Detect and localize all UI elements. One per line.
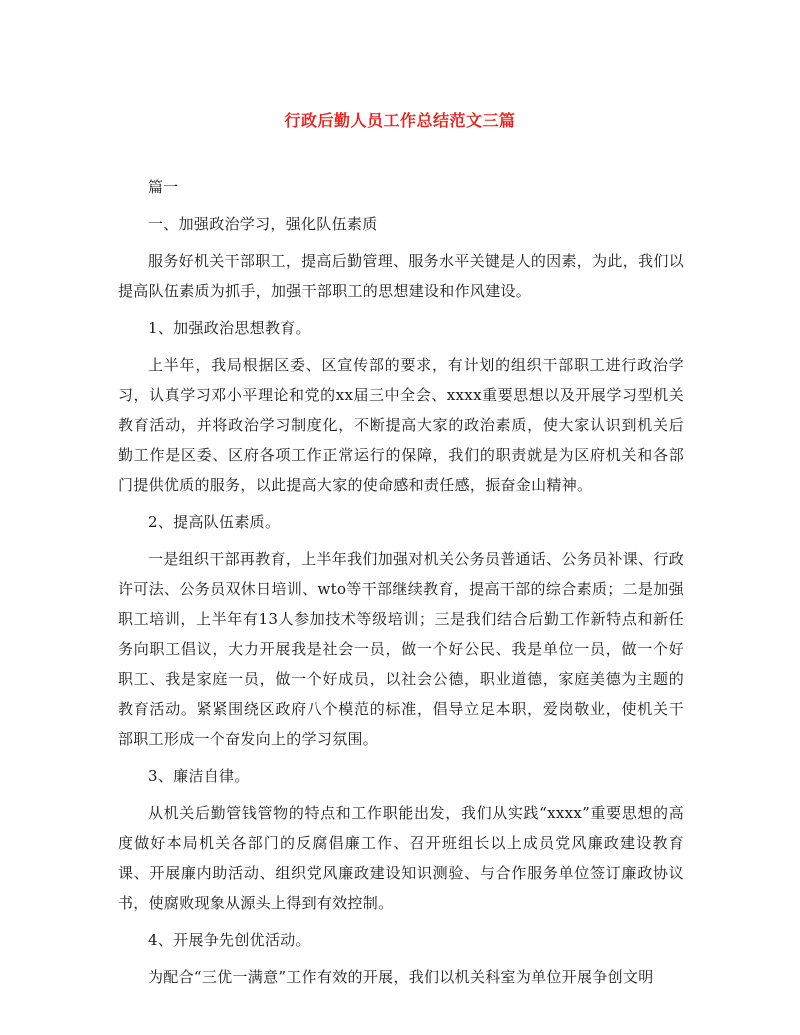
paragraph-text: 上半年，我局根据区委、区宣传部的要求，有计划的组织干部职工进行政治学习，认真学习邓小平理论和党的xx届三中全会、xxxx重要思想以及开展学习型机关教育活动，并将政治学习制度化，不断提高大家的政治素质，使大家认识到机关后勤工作是区委、区府各项工作正常运行的保障，我们的职责就是为区府机关和各部门提供优质的服务，以此提高大家的使命感和责任感，振奋金山精神。 [118,356,684,494]
document-title: 行政后勤人员工作总结范文三篇 [284,111,516,130]
paragraph-text: 一是组织干部再教育，上半年我们加强对机关公务员普通话、公务员补课、行政许可法、公务员双休日培训、wto等干部继续教育，提高干部的综合素质；二是加强职工培训，上半年有13人参加技术等级培训；三是我们结合后勤工作新特点和新任务向职工倡议，大力开展我是社会一员，做一个好公民、我是单位一员，做一个好职工、我是家庭一员，做一个好成员，以社会公德，职业道德，家庭美德为主题的教育活动。紧紧围绕区政府八个模范的标准，倡导立足本职，爱岗敬业，使机关干部职工形成一个奋发向上的学习氛围。 [118,550,684,748]
paragraph-text: 从机关后勤管钱管物的特点和工作职能出发，我们从实践“xxxx”重要思想的高度做好本局机关各部门的反腐倡廉工作、召开班组长以上成员党风廉政建设教育课、开展廉内助活动、组织党风廉政建设知识测验、与合作服务单位签订廉政协议书，使腐败现象从源头上得到有效控制。 [118,804,684,912]
paragraph-subheading: 3、廉洁自律。 [148,767,250,785]
paragraph-text: 为配合“三优一满意”工作有效的开展，我们以机关科室为单位开展争创文明 [148,968,654,986]
paragraph-heading-1: 一、加强政治学习，强化队伍素质 [148,215,378,233]
paragraph-section-label: 篇一 [148,178,179,196]
paragraph-subheading: 4、开展争先创优活动。 [148,931,311,949]
document-body [118,172,684,999]
paragraph-text: 服务好机关干部职工，提高后勤管理、服务水平关键是人的因素，为此，我们以提高队伍素质为抓手，加强干部职工的思想建设和作风建设。 [118,252,684,300]
paragraph-subheading: 1、加强政治思想教育。 [148,319,311,337]
paragraph-subheading: 2、提高队伍素质。 [148,513,281,531]
